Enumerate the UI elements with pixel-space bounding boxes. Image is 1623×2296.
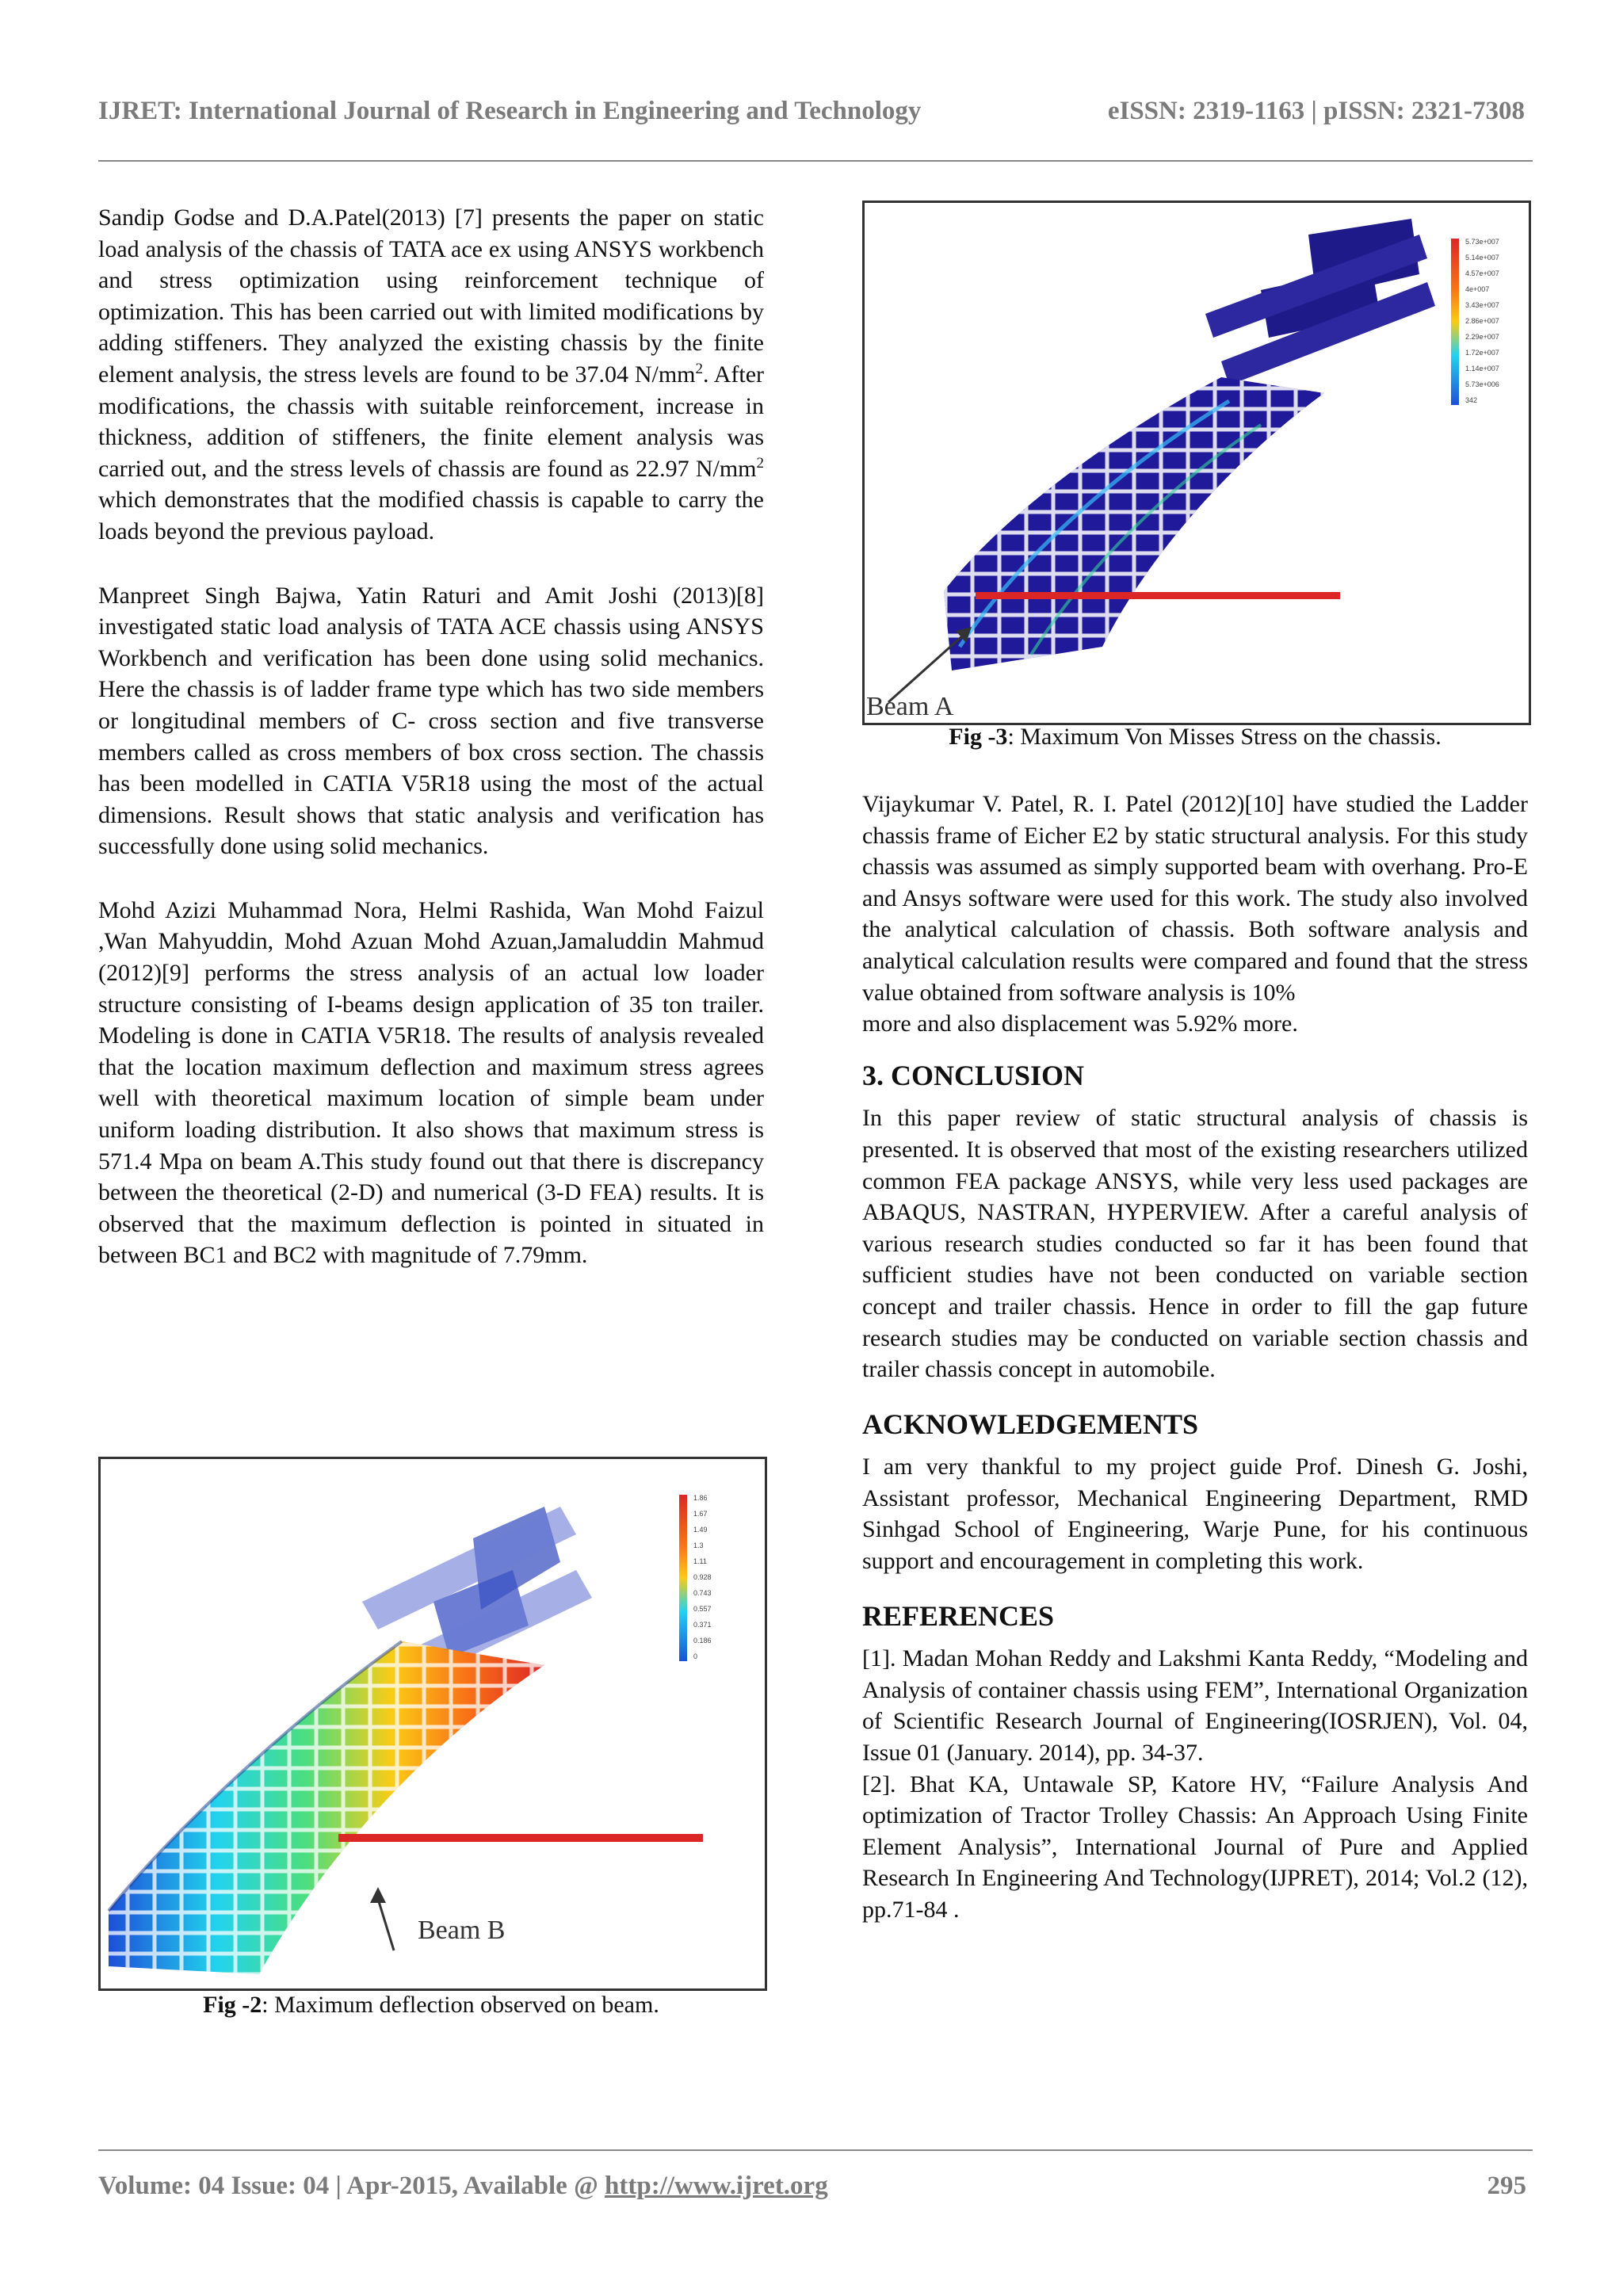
svg-text:2.29e+007: 2.29e+007: [1465, 333, 1499, 341]
left-column: [98, 202, 764, 1271]
von-mises-contour-plot: [865, 203, 1529, 723]
svg-text:3.43e+007: 3.43e+007: [1465, 301, 1499, 309]
svg-text:5.73e+007: 5.73e+007: [1465, 238, 1499, 246]
svg-text:0.371: 0.371: [693, 1621, 712, 1629]
svg-text:0.743: 0.743: [693, 1589, 712, 1597]
figure-3-caption: Fig -3: Maximum Von Misses Stress on the chassis.: [949, 724, 1442, 750]
reference-1: [1]. Madan Mohan Reddy and Lakshmi Kanta Reddy, “Modeling and Analysis of container chassis using FEM”, International Organization of Scientific Research Journal of Engineering(IOSRJEN), Vol. 04, Issue 01 (January. 2014), pp. 34-37.: [862, 1645, 1528, 1767]
svg-text:1.86: 1.86: [693, 1494, 708, 1502]
svg-text:2.86e+007: 2.86e+007: [1465, 317, 1499, 325]
right-column: [862, 789, 1528, 1926]
paragraph-vijaykumar-last: more and also displacement was 5.92% more.: [862, 1010, 1298, 1037]
figure-3-image: [862, 201, 1531, 725]
reference-2: [2]. Bhat KA, Untawale SP, Katore HV, “Failure Analysis And optimization of Tractor Trolley Chassis: An Approach Using Finite Element Analysis”, International Journal of Pure and Applied Research In Engineering And Technology(IJPRET), 2014; Vol.2 (12), pp.71-84 .: [862, 1771, 1528, 1923]
page-header: [98, 97, 1525, 136]
page-footer: [98, 2172, 1526, 2201]
paragraph-bajwa: Manpreet Singh Bajwa, Yatin Raturi and Amit Joshi (2013)[8] investigated static load analysis of TATA ACE chassis using ANSYS Workbench and verification has been done using solid mechanics. Here the chassis is of ladder frame type which has two side members or longitudinal members of C- cross section and five transverse members called as cross members of box cross section. The chassis has been modelled in CATIA V5R18 using the most of the actual dimensions. Result shows that static analysis and verification has successfully done using solid mechanics.: [98, 582, 764, 860]
volume-info: Volume: 04 Issue: 04 | Apr-2015, Available @: [98, 2172, 605, 2200]
header-rule: [98, 160, 1533, 162]
figure-2-image: [98, 1457, 767, 1991]
acknowledgements-heading: ACKNOWLEDGEMENTS: [862, 1408, 1199, 1440]
svg-text:4e+007: 4e+007: [1465, 285, 1490, 293]
svg-text:4.57e+007: 4.57e+007: [1465, 269, 1499, 277]
svg-text:0: 0: [693, 1652, 698, 1660]
page-number: 295: [1487, 2172, 1526, 2200]
svg-text:5.14e+007: 5.14e+007: [1465, 254, 1499, 262]
figure-2-caption: Fig -2: Maximum deflection observed on beam.: [203, 1992, 659, 2018]
references-heading: REFERENCES: [862, 1599, 1055, 1632]
paragraph-vijaykumar: Vijaykumar V. Patel, R. I. Patel (2012)[10] have studied the Ladder chassis frame of Eicher E2 by static structural analysis. For this study chassis was assumed as simply supported beam with overhang. Pro-E and Ansys software were used for this work. The study also involved the analytical calculation of chassis. Both software analysis and analytical calculation results were compared and found that the stress value obtained from software analysis is 10%: [862, 791, 1528, 1006]
svg-text:1.67: 1.67: [693, 1510, 708, 1518]
svg-text:1.11: 1.11: [693, 1557, 707, 1565]
journal-title: IJRET: International Journal of Research in Engineering and Technology: [98, 97, 922, 125]
svg-text:342: 342: [1465, 396, 1478, 404]
svg-text:1.72e+007: 1.72e+007: [1465, 349, 1499, 357]
paragraph-nora: Mohd Azizi Muhammad Nora, Helmi Rashida, Wan Mohd Faizul ,Wan Mahyuddin, Mohd Azuan Mohd Azuan,Jamaluddin Mahmud (2012)[9] performs the stress analysis of an actual low loader structure consisting of I-beams design application of 35 ton trailer. Modeling is done in CATIA V5R18. The results of analysis revealed that the location maximum deflection and maximum stress agrees well with theoretical maximum location of simple beam under uniform loading distribution. It also shows that maximum stress is 571.4 Mpa on beam A.This study found out that there is discrepancy between the theoretical (2-D) and numerical (3-D FEA) results. It is observed that the maximum deflection is pointed in situated in between BC1 and BC2 with magnitude of 7.79mm.: [98, 896, 764, 1269]
journal-url-link[interactable]: http://www.ijret.org: [605, 2172, 828, 2200]
svg-text:5.73e+006: 5.73e+006: [1465, 380, 1499, 388]
svg-text:0.186: 0.186: [693, 1637, 712, 1645]
svg-text:0.557: 0.557: [693, 1605, 712, 1613]
issn-text: eISSN: 2319-1163 | pISSN: 2321-7308: [1107, 97, 1525, 125]
footer-rule: [98, 2149, 1533, 2151]
svg-text:1.49: 1.49: [693, 1526, 708, 1534]
svg-text:1.14e+007: 1.14e+007: [1465, 365, 1499, 372]
paragraph-godse: Sandip Godse and D.A.Patel(2013) [7] presents the paper on static load analysis of the chassis of TATA ace ex using ANSYS workbench and stress optimization using reinforcement technique of optimization. This has been carried out with limited modifications by adding stiffeners. They analyzed the existing chassis by the finite element analysis, the stress levels are found to be 37.04 $N/mm^2$. After modifications, the chassis with suitable reinforcement, increase in thickness, addition of stiffeners, the finite element analysis was carried out, and the stress levels of chassis are found as 22.97 $N/mm^2$ which demonstrates that the modified chassis is capable to carry the loads beyond the previous payload.: [98, 204, 765, 544]
beam-a-label: Beam A: [866, 692, 954, 721]
beam-b-label: Beam B: [418, 1916, 506, 1945]
svg-text:0.928: 0.928: [693, 1573, 712, 1581]
svg-text:1.3: 1.3: [693, 1541, 704, 1549]
deflection-contour-plot: [101, 1459, 765, 1988]
acknowledgements-text: I am very thankful to my project guide Prof. Dinesh G. Joshi, Assistant professor, Mechanical Engineering Department, RMD Sinhgad School of Engineering, Warje Pune, for his continuous support and encouragement in completing this work.: [862, 1454, 1528, 1575]
conclusion-heading: 3. CONCLUSION: [862, 1059, 1085, 1091]
conclusion-text: In this paper review of static structural analysis of chassis is presented. It is observed that most of the existing researchers utilized common FEA package ANSYS, while very less used packages are ABAQUS, NASTRAN, HYPERVIEW. After a careful analysis of various research studies conducted so far it has been found that sufficient studies have not been conducted on variable section concept and trailer chassis. Hence in order to fill the gap future research studies may be conducted on variable section chassis and trailer chassis concept in automobile.: [862, 1105, 1528, 1383]
